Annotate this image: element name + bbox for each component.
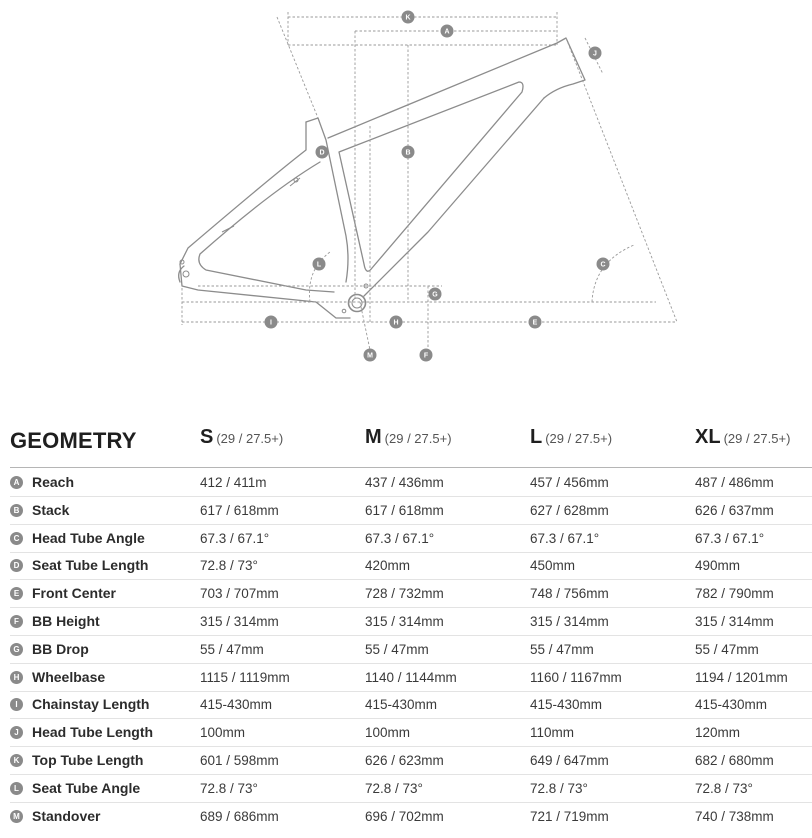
value-s: 72.8 / 73° (200, 780, 258, 796)
row-label: Seat Tube Length (32, 557, 149, 574)
size-name: XL (695, 426, 721, 448)
table-row-front-center (10, 581, 812, 608)
value-m: 420mm (365, 558, 411, 574)
svg-text:C: C (600, 261, 606, 269)
svg-text:J: J (593, 50, 597, 58)
marker-m (364, 349, 377, 362)
value-m: 617 / 618mm (365, 502, 444, 518)
value-m: 415-430mm (365, 697, 438, 713)
value-xl: 315 / 314mm (695, 614, 774, 629)
value-s: 55 / 47mm (200, 641, 264, 657)
row-label: Chainstay Length (32, 696, 150, 713)
size-header-s (200, 426, 283, 466)
wheel-size: (29 / 27.5+) (384, 431, 452, 446)
row-key-badge: L (10, 782, 23, 795)
value-l: 1160 / 1167mm (530, 669, 622, 685)
svg-text:L: L (316, 261, 322, 269)
value-s: 689 / 686mm (200, 808, 279, 824)
value-xl: 72.8 / 73° (695, 780, 753, 796)
value-l: 457 / 456mm (530, 475, 609, 490)
value-l: 415-430mm (530, 697, 603, 713)
row-key-badge: I (10, 698, 23, 711)
row-label: Standover (32, 807, 101, 824)
row-key-badge: G (10, 643, 23, 656)
value-m: 72.8 / 73° (365, 780, 423, 796)
size-name: M (365, 426, 382, 448)
table-row-bb-drop (10, 637, 812, 664)
front-triangle-inner (339, 82, 523, 271)
top-tube (328, 38, 585, 138)
value-xl: 67.3 / 67.1° (695, 530, 765, 546)
dimension-lines (182, 12, 677, 350)
value-l: 110mm (530, 725, 575, 741)
row-key-badge: K (10, 754, 23, 767)
value-s: 617 / 618mm (200, 502, 279, 518)
value-xl: 490mm (695, 558, 741, 574)
row-label: Seat Tube Angle (32, 779, 141, 796)
value-m: 315 / 314mm (365, 614, 444, 629)
dimension-markers (265, 11, 610, 362)
wheel-size: (29 / 27.5+) (216, 431, 284, 446)
row-key-badge: B (10, 504, 23, 517)
value-xl: 487 / 486mm (695, 475, 774, 490)
table-row-stack (10, 498, 812, 525)
size-name: L (530, 426, 543, 448)
value-s: 412 / 411m (200, 475, 267, 490)
table-row-standover (10, 804, 812, 831)
svg-text:I: I (270, 319, 272, 327)
value-xl: 1194 / 1201mm (695, 669, 788, 685)
size-name: S (200, 426, 214, 448)
svg-text:D: D (319, 149, 325, 157)
value-s: 72.8 / 73° (200, 558, 258, 574)
wheel-size: (29 / 27.5+) (545, 431, 613, 446)
value-l: 315 / 314mm (530, 614, 609, 629)
row-label: Stack (32, 501, 70, 518)
seat-tube (306, 118, 348, 282)
marker-b (402, 146, 415, 159)
value-m: 55 / 47mm (365, 641, 429, 657)
marker-i (265, 316, 278, 329)
row-key-badge: C (10, 532, 23, 545)
marker-l (313, 258, 326, 271)
value-l: 55 / 47mm (530, 641, 594, 657)
value-m: 626 / 623mm (365, 753, 444, 768)
table-row-top-tube-length (10, 748, 812, 775)
row-label: BB Height (32, 613, 100, 629)
row-label: BB Drop (32, 640, 89, 657)
marker-g (429, 288, 442, 301)
value-xl: 626 / 637mm (695, 502, 774, 518)
value-m: 1140 / 1144mm (365, 669, 457, 685)
value-xl: 740 / 738mm (695, 808, 774, 824)
value-s: 415-430mm (200, 697, 273, 713)
svg-text:B: B (405, 149, 411, 157)
row-key-badge: D (10, 559, 23, 572)
marker-c (597, 258, 610, 271)
value-m: 67.3 / 67.1° (365, 530, 435, 546)
value-l: 67.3 / 67.1° (530, 530, 600, 546)
value-m: 100mm (365, 725, 411, 741)
table-row-seat-tube-length (10, 553, 812, 580)
size-header-l (530, 426, 612, 466)
row-key-badge: A (10, 476, 23, 489)
value-xl: 55 / 47mm (695, 641, 759, 657)
table-row-bb-height (10, 609, 812, 636)
value-s: 67.3 / 67.1° (200, 530, 270, 546)
marker-h (390, 316, 403, 329)
marker-a (441, 25, 454, 38)
svg-text:G: G (432, 291, 438, 299)
down-tube (364, 98, 544, 296)
svg-text:A: A (444, 28, 450, 36)
row-label: Head Tube Length (32, 724, 154, 741)
row-label: Front Center (32, 585, 116, 602)
value-m: 728 / 732mm (365, 586, 444, 602)
value-l: 721 / 719mm (530, 808, 609, 824)
value-l: 748 / 756mm (530, 586, 609, 602)
row-key-badge: H (10, 671, 23, 684)
value-l: 450mm (530, 558, 576, 574)
value-m: 696 / 702mm (365, 808, 444, 824)
value-l: 72.8 / 73° (530, 780, 588, 796)
row-key-badge: M (10, 810, 23, 823)
marker-f (420, 349, 433, 362)
marker-k (402, 11, 415, 24)
row-label: Reach (32, 474, 75, 490)
svg-text:F: F (423, 352, 429, 360)
marker-j (589, 47, 602, 60)
table-row-head-tube-length (10, 720, 812, 747)
seat-stay (180, 122, 306, 264)
value-m: 437 / 436mm (365, 475, 444, 490)
table-row-chainstay-length (10, 692, 812, 719)
value-l: 649 / 647mm (530, 753, 609, 768)
value-s: 601 / 598mm (200, 753, 279, 768)
row-label: Wheelbase (32, 668, 106, 685)
table-row-reach (10, 470, 812, 497)
value-s: 703 / 707mm (200, 586, 279, 602)
table-title: GEOMETRY (10, 428, 137, 453)
row-key-badge: F (10, 615, 23, 628)
table-row-head-tube-angle (10, 526, 812, 553)
value-s: 100mm (200, 725, 246, 741)
row-label: Top Tube Length (32, 752, 144, 768)
size-header-xl (695, 426, 790, 466)
value-xl: 415-430mm (695, 697, 768, 713)
row-key-badge: E (10, 587, 23, 600)
value-s: 1115 / 1119mm (200, 669, 290, 685)
value-l: 627 / 628mm (530, 502, 609, 518)
svg-text:M: M (367, 352, 373, 360)
frame-outline (179, 38, 585, 318)
wheel-size: (29 / 27.5+) (723, 431, 791, 446)
value-xl: 782 / 790mm (695, 586, 774, 602)
size-header-m (365, 426, 452, 466)
svg-text:E: E (532, 319, 538, 327)
table-row-wheelbase (10, 665, 812, 692)
row-key-badge: J (10, 726, 23, 739)
row-label: Head Tube Angle (32, 529, 145, 546)
value-xl: 120mm (695, 725, 741, 741)
value-s: 315 / 314mm (200, 614, 279, 629)
header-divider (10, 467, 812, 468)
svg-text:H: H (393, 319, 399, 327)
marker-d (316, 146, 329, 159)
table-row-seat-tube-angle (10, 776, 812, 803)
marker-e (529, 316, 542, 329)
svg-text:K: K (405, 14, 411, 22)
bike-geometry-diagram (0, 0, 812, 380)
value-xl: 682 / 680mm (695, 753, 774, 768)
frame-details (180, 178, 368, 313)
